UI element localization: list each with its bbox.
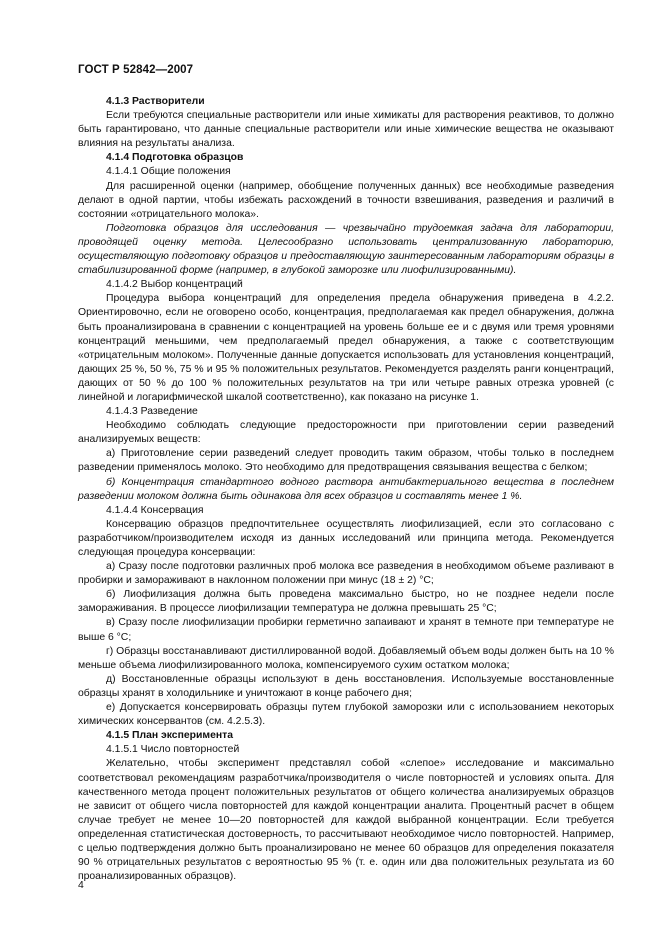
paragraph-italic: Подготовка образцов для исследования — чрезвычайно трудоемкая задача для лаборатории, проводящей оценку метода. Целесообразно использовать централизованную лабораторию, осуществляющую подготовку образцов и предоставляющую заинтересованным лабораториям образцы в стабилизированной форме (например, в глубокой заморозке или лиофилизированными). (78, 222, 614, 277)
document-body (78, 95, 614, 884)
list-item: в) Сразу после лиофилизации пробирки герметично запаивают и хранят в темноте при температуре не выше 6 °С; (78, 617, 614, 643)
subsection-heading-4-1-4-2: 4.1.4.2 Выбор концентраций (106, 279, 243, 291)
list-item-italic: б) Концентрация стандартного водного раствора антибактериального вещества в последнем разведении молоком должна быть одинакова для всех образцов и составлять менее 1 %. (78, 476, 614, 502)
subsection-heading-4-1-4-1: 4.1.4.1 Общие положения (106, 166, 231, 178)
list-item: г) Образцы восстанавливают дистиллированной водой. Добавляемый объем воды должен быть на 10 % меньше объема лиофилизированного молока, компенсируемого сухим остатком молока; (78, 645, 614, 671)
subsection-heading-4-1-4-3: 4.1.4.3 Разведение (106, 406, 198, 418)
paragraph: Желательно, чтобы эксперимент представлял собой «слепое» исследование и максимально соответствовал рекомендациям разработчика/производителя о числе повторностей и условиях опыта. Для качественного метода процент положительных результатов от общего количества анализируемых образцов не зависит от общего числа повторностей для каждой концентрации аналита. Процентный расчет в общем случае требует не менее 10—20 повторностей для каждой выбранной концентрации. Если требуется определенная статистическая достоверность, то рассчитывают необходимое число повторностей. Например, с целью подтверждения должно быть проанализировано не менее 60 образцов для определения показателя 90 % отрицательных результатов с вероятностью 95 % (т. е. один или два положительных результата из 60 проанализированных образцов). (78, 758, 614, 883)
list-item: а) Сразу после подготовки различных проб молока все разведения в необходимом объеме разливают в пробирки и замораживают в наклонном положении при минус (18 ± 2) °С; (78, 561, 614, 587)
subsection-heading-4-1-5-1: 4.1.5.1 Число повторностей (106, 744, 240, 756)
list-item: е) Допускается консервировать образцы путем глубокой заморозки или с использованием некоторых химических консервантов (см. 4.2.5.3). (78, 702, 614, 728)
paragraph: Процедура выбора концентраций для определения предела обнаружения приведена в 4.2.2. Ориентировочно, если не оговорено особо, концентрация, предполагаемая как предел обнаружения, должна быть проанализирована в сравнении с концентрацией на уровень больше ее и с двумя или тремя уровнями концентраций меньшими, чем предполагаемый предел обнаружения, а также с соответствующим «отрицательным молоком». Полученные данные допускается использовать для установления концентраций, дающих 25 %, 50 %, 75 % и 95 % положительных результатов. Рекомендуется разделять ранги концентраций, дающих от 50 % до 100 % положительных результатов на три или четыре равных отрезка уровней (с линейной и логарифмической шкалой соответственно), как показано на рисунке 1. (78, 293, 614, 403)
paragraph: Необходимо соблюдать следующие предосторожности при приготовлении серии разведений анализируемых веществ: (78, 420, 614, 446)
list-item: а) Приготовление серии разведений следует проводить таким образом, чтобы только в последнем разведении применялось молоко. Это необходимо для предотвращения связывания вещества с белком; (78, 448, 614, 474)
paragraph: Для расширенной оценки (например, обобщение полученных данных) все необходимые разведения делают в одной партии, чтобы избежать расхождений в точности взвешивания, разведения и различий в состоянии «отрицательного молока». (78, 180, 614, 220)
section-heading-4-1-5: 4.1.5 План эксперимента (106, 730, 233, 742)
list-item: д) Восстановленные образцы используют в день восстановления. Используемые восстановленные образцы хранят в холодильнике и уничтожают в конце рабочего дня; (78, 673, 614, 699)
subsection-heading-4-1-4-4: 4.1.4.4 Консервация (106, 504, 204, 516)
paragraph: Если требуются специальные растворители или иные химикаты для растворения реактивов, то должно быть гарантировано, что данные специальные растворители или иные химические вещества не оказывают влияния на результаты анализа. (78, 110, 614, 150)
section-heading-4-1-3: 4.1.3 Растворители (106, 96, 205, 107)
page-number: 4 (78, 880, 84, 891)
page-header: ГОСТ Р 52842—2007 (78, 64, 194, 76)
list-item: б) Лиофилизация должна быть проведена максимально быстро, но не позднее недели после замораживания. В процессе лиофилизации температура не должна превышать 25 °С; (78, 589, 614, 615)
section-heading-4-1-4: 4.1.4 Подготовка образцов (106, 152, 244, 164)
paragraph: Консервацию образцов предпочтительнее осуществлять лиофилизацией, если это согласовано с разработчиком/производителем исходя из данных исследований или принципа метода. Рекомендуется следующая процедура консервации: (78, 518, 614, 558)
